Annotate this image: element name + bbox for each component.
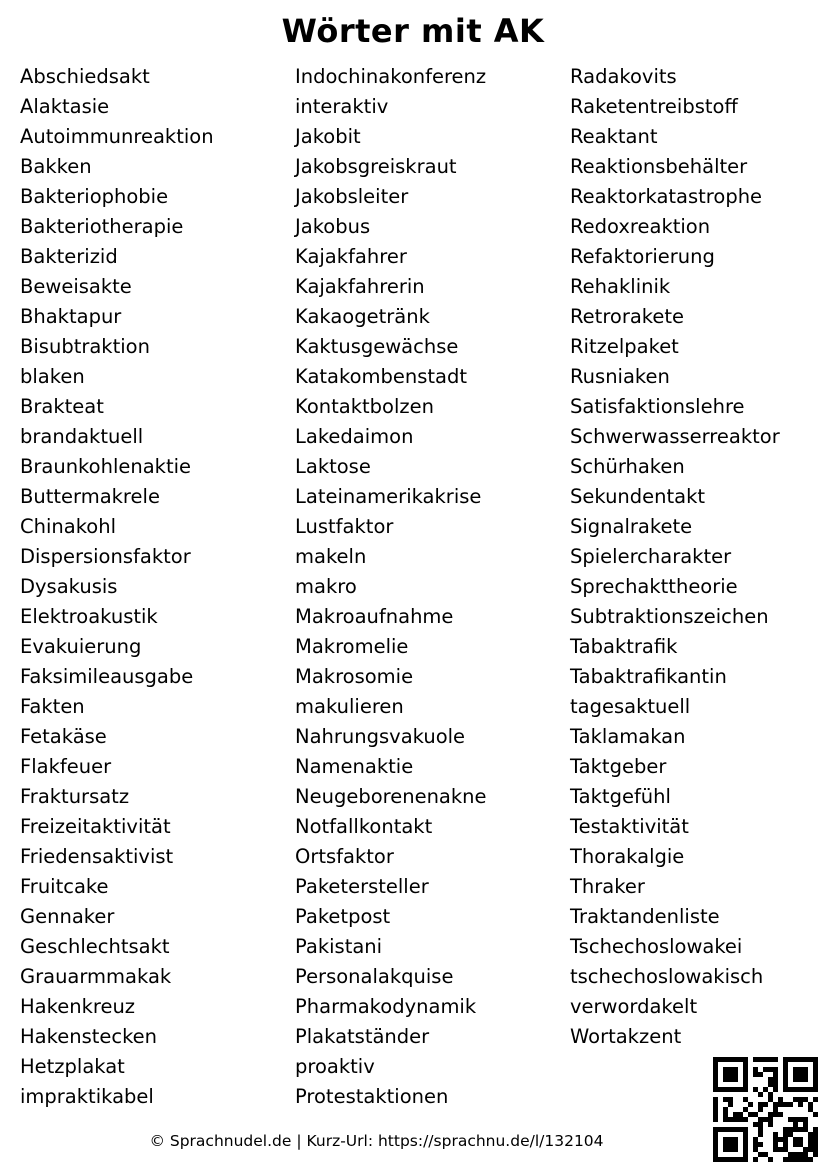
word-item: Kajakfahrer: [295, 245, 407, 268]
word-item: Makrosomie: [295, 665, 414, 688]
word-item: proaktiv: [295, 1055, 375, 1078]
word-item: Bisubtraktion: [20, 335, 150, 358]
word-item: Bakterizid: [20, 245, 118, 268]
word-item: Testaktivität: [570, 815, 689, 838]
word-item: Tabaktrafik: [570, 635, 678, 658]
word-item: Lateinamerikakrise: [295, 485, 482, 508]
word-column-1: [20, 62, 295, 1112]
word-item: Lustfaktor: [295, 515, 394, 538]
footer-copyright: © Sprachnudel.de | Kurz-Url: https://sprachnu.de/l/132104: [149, 1132, 604, 1150]
word-item: Tschechoslowakei: [570, 935, 743, 958]
word-item: Hakenkreuz: [20, 995, 136, 1018]
word-item: Alaktasie: [20, 95, 110, 118]
word-item: Reaktorkatastrophe: [570, 185, 763, 208]
word-item: Sekundentakt: [570, 485, 706, 508]
word-item: Grauarmmakak: [20, 965, 172, 988]
word-item: Sprechakttheorie: [570, 575, 738, 598]
word-item: Hetzplakat: [20, 1055, 125, 1078]
word-item: Paketpost: [295, 905, 391, 928]
word-item: Faksimileausgabe: [20, 665, 194, 688]
word-item: brandaktuell: [20, 425, 144, 448]
word-item: Wortakzent: [570, 1025, 682, 1048]
word-item: blaken: [20, 365, 85, 388]
word-item: Subtraktionszeichen: [570, 605, 769, 628]
word-item: impraktikabel: [20, 1085, 154, 1108]
word-item: Geschlechtsakt: [20, 935, 170, 958]
word-item: Namenaktie: [295, 755, 414, 778]
word-item: Makroaufnahme: [295, 605, 454, 628]
word-item: Braunkohlenaktie: [20, 455, 192, 478]
word-item: Refaktorierung: [570, 245, 715, 268]
word-item: Katakombenstadt: [295, 365, 468, 388]
word-item: Schwerwasserreaktor: [570, 425, 780, 448]
word-item: Friedensaktivist: [20, 845, 174, 868]
word-item: makulieren: [295, 695, 404, 718]
word-item: Bakteriotherapie: [20, 215, 184, 238]
word-item: Abschiedsakt: [20, 65, 150, 88]
word-item: verwordakelt: [570, 995, 698, 1018]
word-item: Dysakusis: [20, 575, 118, 598]
word-item: Jakobus: [295, 215, 371, 238]
word-item: Tabaktrafikantin: [570, 665, 727, 688]
word-item: Fraktursatz: [20, 785, 130, 808]
word-item: Hakenstecken: [20, 1025, 158, 1048]
word-item: Gennaker: [20, 905, 115, 928]
word-item: Bakken: [20, 155, 92, 178]
word-item: Fetakäse: [20, 725, 107, 748]
word-item: Redoxreaktion: [570, 215, 711, 238]
word-item: Protestaktionen: [295, 1085, 449, 1108]
word-item: tschechoslowakisch: [570, 965, 764, 988]
word-item: Fruitcake: [20, 875, 109, 898]
word-item: Radakovits: [570, 65, 677, 88]
word-item: Spielercharakter: [570, 545, 732, 568]
word-item: Kaktusgewächse: [295, 335, 459, 358]
word-item: Taktgeber: [570, 755, 667, 778]
word-item: Kakaogetränk: [295, 305, 430, 328]
word-item: Pakistani: [295, 935, 383, 958]
word-item: Flakfeuer: [20, 755, 112, 778]
word-item: tagesaktuell: [570, 695, 691, 718]
word-item: Fakten: [20, 695, 85, 718]
word-item: Paketersteller: [295, 875, 429, 898]
word-item: Beweisakte: [20, 275, 132, 298]
word-item: Schürhaken: [570, 455, 685, 478]
word-item: Bhaktapur: [20, 305, 122, 328]
word-item: Traktandenliste: [570, 905, 720, 928]
word-column-2: [295, 62, 570, 1112]
word-item: Notfallkontakt: [295, 815, 433, 838]
word-item: Neugeborenenakne: [295, 785, 487, 808]
word-item: Indochinakonferenz: [295, 65, 487, 88]
word-item: Buttermakrele: [20, 485, 160, 508]
word-item: Reaktant: [570, 125, 658, 148]
word-item: Nahrungsvakuole: [295, 725, 466, 748]
word-item: Brakteat: [20, 395, 104, 418]
word-item: Signalrakete: [570, 515, 693, 538]
word-item: Retrorakete: [570, 305, 685, 328]
word-item: Ritzelpaket: [570, 335, 679, 358]
word-item: Kajakfahrerin: [295, 275, 425, 298]
word-item: Freizeitaktivität: [20, 815, 171, 838]
word-item: Laktose: [295, 455, 371, 478]
word-item: Satisfaktionslehre: [570, 395, 745, 418]
word-item: Taktgefühl: [570, 785, 671, 808]
word-item: Ortsfaktor: [295, 845, 394, 868]
word-item: Rehaklinik: [570, 275, 671, 298]
qr-code: [713, 1057, 818, 1162]
word-item: Taklamakan: [570, 725, 686, 748]
word-item: makeln: [295, 545, 367, 568]
word-item: Jakobit: [295, 125, 361, 148]
word-item: Chinakohl: [20, 515, 117, 538]
word-item: Raketentreibstoff: [570, 95, 738, 118]
word-item: Jakobsgreiskraut: [295, 155, 457, 178]
word-item: Jakobsleiter: [295, 185, 409, 208]
page-title: Wörter mit AK: [281, 12, 545, 50]
word-column-3: [570, 62, 826, 1112]
word-item: Lakedaimon: [295, 425, 414, 448]
word-item: Bakteriophobie: [20, 185, 169, 208]
word-item: Thorakalgie: [570, 845, 685, 868]
word-item: makro: [295, 575, 357, 598]
word-item: Plakatständer: [295, 1025, 430, 1048]
word-item: Pharmakodynamik: [295, 995, 477, 1018]
word-item: interaktiv: [295, 95, 389, 118]
word-item: Personalakquise: [295, 965, 454, 988]
word-item: Kontaktbolzen: [295, 395, 434, 418]
word-item: Evakuierung: [20, 635, 142, 658]
word-item: Makromelie: [295, 635, 409, 658]
word-item: Reaktionsbehälter: [570, 155, 748, 178]
word-item: Autoimmunreaktion: [20, 125, 214, 148]
word-item: Rusniaken: [570, 365, 670, 388]
word-list-columns: [20, 62, 826, 1112]
word-item: Elektroakustik: [20, 605, 158, 628]
word-item: Dispersionsfaktor: [20, 545, 191, 568]
word-item: Thraker: [570, 875, 645, 898]
